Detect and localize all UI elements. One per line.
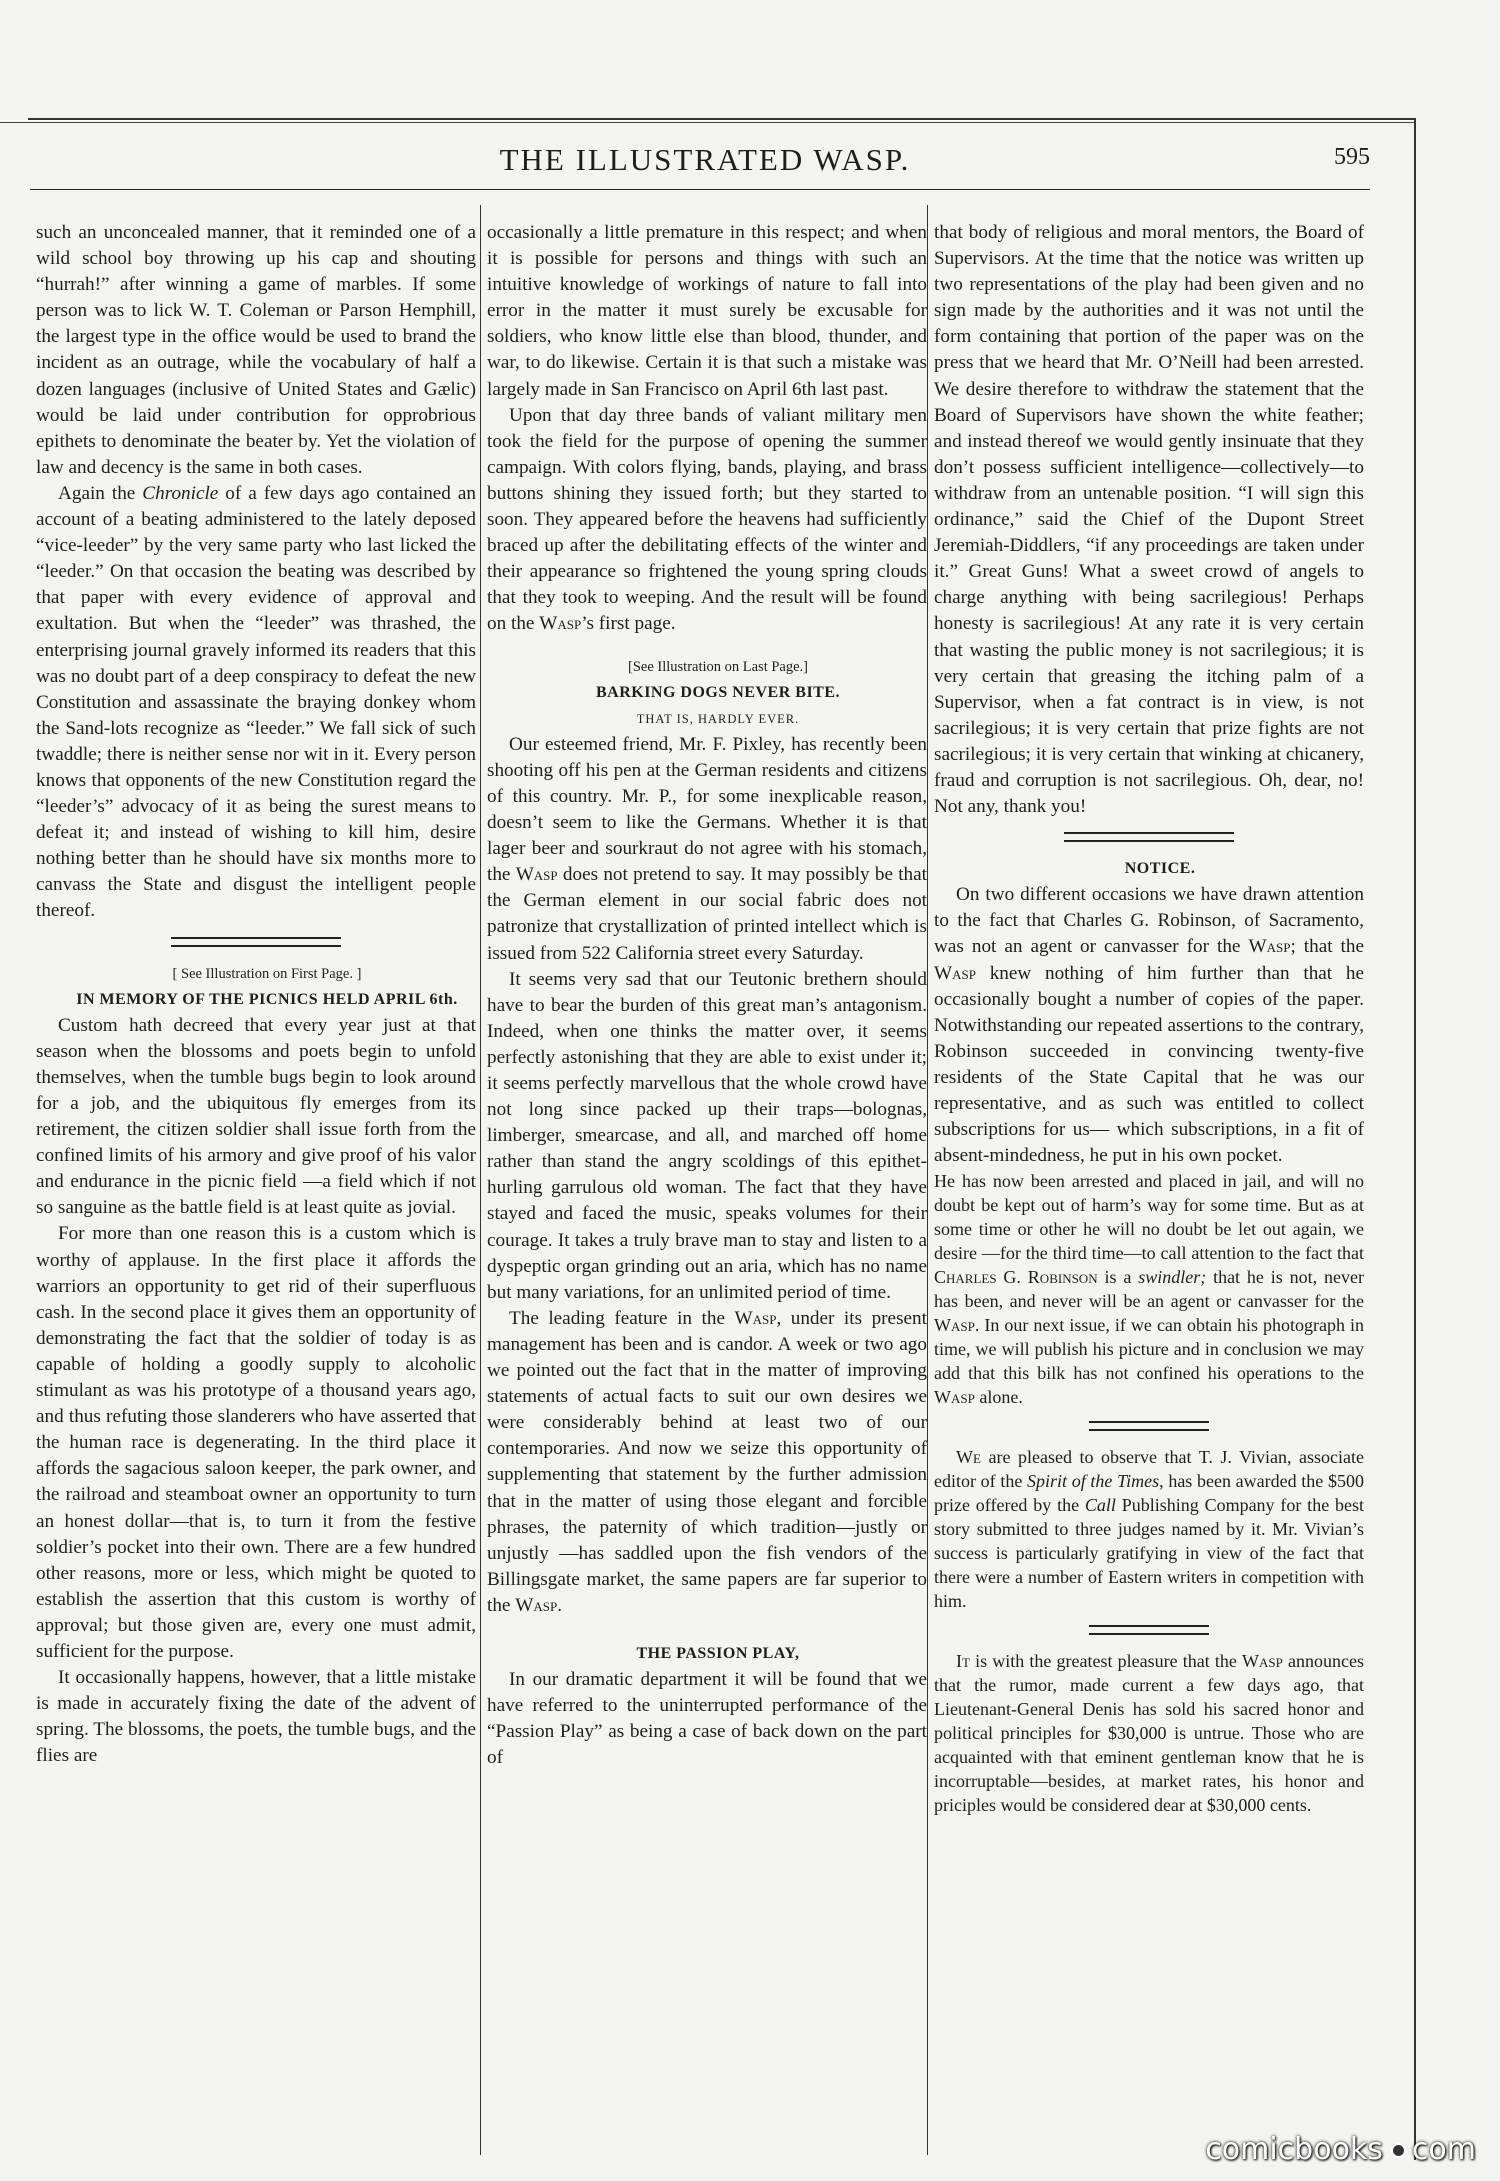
smallcaps-run: Wasp bbox=[934, 1387, 975, 1408]
text-run: He has now been arrested and placed in jail, and will no doubt be kept out of harm’s way for some time. But as at some time or other he will no doubt be let out again, we desire —for the third time—to call attention to the fact that bbox=[934, 1171, 1364, 1264]
smallcaps-run: We bbox=[956, 1447, 981, 1468]
paragraph: Custom hath decreed that every year just at that season when the blossoms and poets begin to unfold themselves, when the tumble bugs begin to look around for a job, and the ubiquitous fly emerges from its retirement, the citizen soldier shall issue forth from the confined limits of his armory and give proof of his valor and endurance in the picnic field —a field which if not so sanguine as the battle field is at least quite as jovial. bbox=[36, 1014, 476, 1219]
article-heading: THE PASSION PLAY, bbox=[636, 1644, 800, 1662]
section-divider bbox=[1089, 1625, 1209, 1635]
column-3 bbox=[934, 220, 1364, 2150]
italic-run: Spirit of the Times bbox=[1027, 1471, 1160, 1492]
column-2 bbox=[487, 220, 927, 2150]
text-run: Publishing Company for the best story submitted to three judges named by it. Mr. Vivian’s success is particularly gratifying in view of the fact that there were a number of Eastern writers in competition with him. bbox=[934, 1495, 1364, 1612]
smallcaps-run: Charles G. Robinson bbox=[934, 1267, 1098, 1288]
paragraph bbox=[36, 481, 476, 925]
smallcaps-run: Wasp bbox=[539, 613, 582, 635]
text-run: Upon that day three bands of valiant military men took the field for the purpose of opening the summer campaign. With colors flying, bands, playing, and brass buttons shining they issued forth; but they started to soon. They appeared before the heavens had sufficiently braced up after the debilitating effects of the winter and their appearance so frightened the young spring clouds that they took to weeping. And the result will be found on the bbox=[487, 404, 927, 635]
text-run: Our esteemed friend, Mr. F. Pixley, has recently been shooting off his pen at the German residents and citizens of this country. Mr. P., for some inexplicable reason, doesn’t seem to like the Germans. Whether it is that lager beer and sourkraut do not agree with his stomach, the bbox=[487, 733, 927, 886]
paragraph: For more than one reason this is a custom which is worthy of applause. In the first place it affords the warriors an opportunity to get rid of their superfluous cash. In the second place it gives them an opportunity of demonstrating the fact that the soldier of today is as capable of holding a goodly supply to alcoholic stimulant as was his prototype of a thousand years ago, and thus refuting those slanderers who have asserted that the human race is degenerating. In the third place it affords the sagacious saloon keeper, the park owner, and the railroad and steamboat owner an opportunity to turn an honest dollar—that is, to turn it from the festive soldier’s pocket into their own. There are a few hundred other reasons, more or less, which might be quoted to establish the assertion that this custom is worthy of approval; but those given are, every one must admit, sufficient for the purpose. bbox=[36, 1223, 476, 1662]
text-run: knew nothing of him further than that he occasionally bought a number of copies of the paper. Notwithstanding our repeated assertions to the contrary, Robinson succeeded in convincing twenty-five residents of the State Capital that he was our representative, and as such was entitled to collect subscriptions for us— which subscriptions, in a fit of absent-mindedness, he put in his own pocket. bbox=[934, 962, 1364, 1167]
paragraph: such an unconcealed manner, that it reminded one of a wild school boy throwing up his cap and shouting “hurrah!” after winning a game of marbles. If some person was to lick W. T. Coleman or Parson Hemphill, the largest type in the office would be used to brand the incident as an outrage, while the vocabulary of half a dozen languages (inclusive of United States and Gælic) would be laid under contribution for opprobrious epithets to denominate the beater by. Yet the violation of law and decency is the same in both cases. bbox=[36, 222, 476, 478]
illustration-note: [See Illustration on Last Page.] bbox=[628, 658, 808, 675]
paragraph: that body of religious and moral mentors, the Board of Supervisors. At the time that the notice was written up two representations of the play had been given and no sign made by the authorities and it was not until the form containing that portion of the paper was on the press that we heard that Mr. O’Neill had been arrested. We desire therefore to withdraw the statement that the Board of Supervisors have shown the white feather; and instead thereof we would gently insinuate that they don’t possess sufficient intelligence—collectively—to withdraw from an untenable position. “I will sign this ordinance,” said the Chief of the Dupont Street Jeremiah-Diddlers, “if any proceedings are taken under it.” Great Guns! What a sweet crowd of angels to charge anything with being sacrilegious! Perhaps honesty is sacrilegious! At any rate it is very certain that wasting the public money is not sacrilegious; it is very certain that greasing the itching palm of a Supervisor, when a fat contract is in view, is not sacrilegious; it is very certain that prize fights are not sacrilegious; it is very certain that winking at chicanery, fraud and corruption is not sacrilegious. Oh, dear, no! Not any, thank you! bbox=[934, 222, 1364, 818]
italic-run: swindler; bbox=[1138, 1267, 1207, 1288]
article-heading: BARKING DOGS NEVER BITE. bbox=[595, 683, 841, 701]
italic-run: Call bbox=[1084, 1495, 1116, 1516]
top-rule bbox=[0, 122, 1416, 123]
header-rule bbox=[30, 189, 1370, 190]
text-run: does not pretend to say. It may possibly be that the German element in our social fabric does not patronize that crystallization of printed intellect which is issued from 522 California street every Saturday. bbox=[487, 864, 927, 964]
paragraph: It seems very sad that our Teutonic brethern should have to bear the burden of this great man’s antagonism. Indeed, when one thinks the matter over, it seems perfectly astonishing that they are able to exist under it; it seems perfectly marvellous that the whole crowd have not long since packed up their traps—bolognas, limberger, smearcase, and all, and marched off home rather than stand the angry scoldings of this epithet-hurling garrulous old woman. The fact that they have stayed and faced the music, speaks volumes for their courage. It takes a truly brave man to stay and listen to a dyspeptic organ grinding out an aria, which has no name but many variations, for an unlimited period of time. bbox=[487, 968, 927, 1303]
masthead: THE ILLUSTRATED WASP. bbox=[499, 142, 911, 177]
smallcaps-run: Wasp bbox=[1248, 936, 1291, 958]
smallcaps-run: It bbox=[956, 1651, 970, 1672]
article-subheading: THAT IS, HARDLY EVER. bbox=[636, 711, 800, 726]
paragraph bbox=[934, 1649, 1364, 1817]
text-run: Again the bbox=[58, 482, 143, 504]
smallcaps-run: Wasp bbox=[934, 1315, 975, 1336]
smallcaps-run: Wasp bbox=[1242, 1651, 1283, 1672]
column-1 bbox=[36, 220, 476, 2150]
paragraph bbox=[934, 1169, 1364, 1409]
article-heading: IN MEMORY OF THE PICNICS HELD APRIL 6th. bbox=[76, 990, 458, 1008]
text-run: alone. bbox=[974, 1387, 1023, 1408]
text-run: ; that the bbox=[1290, 936, 1364, 958]
text-run: announces that the rumor, made current a few days ago, that Lieutenant-General Denis has sold his sacred honor and political principles for $30,000 is untrue. Those who are acquainted with that eminent gentleman know that he is incorruptable—besides, at market rates, his honor and priciples would be considered dear at $30,000 cents. bbox=[934, 1651, 1364, 1816]
text-run: is a bbox=[1097, 1267, 1139, 1288]
page-number: 595 bbox=[1334, 144, 1370, 170]
paragraph bbox=[487, 1306, 927, 1619]
site-watermark bbox=[1205, 2132, 1476, 2167]
watermark-text: com bbox=[1411, 2132, 1476, 2167]
text-run: are pleased to observe that T. J. Vivian, associate editor of the bbox=[934, 1447, 1364, 1492]
paragraph: In our dramatic department it will be found that we have referred to the uninterrupted performance of the “Passion Play” as being a case of back down on the part of bbox=[487, 1669, 927, 1769]
text-run: , under its present management has been and is candor. A week or two ago we pointed out the fact that in the matter of improving statements of actual facts to suit our own desires we were considerably behind at least two of our contemporaries. And now we seize this opportunity of supplementing that statement by the further admission that in the matter of using those elegant and forcible phrases, the paternity of which tradition—justly or unjustly —has saddled upon the fish vendors of the Billingsgate market, the same papers are far superior to the bbox=[487, 1307, 927, 1616]
paragraph bbox=[934, 1445, 1364, 1613]
text-run: ’s first page. bbox=[581, 613, 676, 635]
section-divider bbox=[1064, 832, 1234, 842]
illustration-note: [ See Illustration on First Page. ] bbox=[172, 965, 362, 982]
smallcaps-run: Wasp bbox=[934, 962, 976, 984]
text-run: of a few days ago contained an account of a beating administered to the lately deposed “vice-leeder” by the very same party who last licked the “leeder.” On that occasion the beating was described by that paper with every evidence of approval and exultation. But when the “leeder” was thrashed, the enterprising journal gravely informed its readers that this was no doubt part of a deep conspiracy to defeat the new Constitution and assassinate the braying donkey whom the Sand-lots recognize as “leeder.” We fall sick of such twaddle; there is neither sense nor wit in it. Every person knows that opponents of the new Constitution regard the “leeder’s” advocacy of it as being the surest means to defeat it; and instead of wishing to kill him, desire nothing better than he should have six months more to canvass the State and disgust the intelligent people thereof. bbox=[36, 482, 476, 922]
text-run: , has been awarded the $500 prize offered by the bbox=[934, 1471, 1364, 1516]
smallcaps-run: Wasp bbox=[515, 864, 558, 886]
section-divider bbox=[171, 937, 341, 947]
text-run: On two different occasions we have drawn attention to the fact that Charles G. Robinson, of Sacramento, was not an agent or canvasser for the bbox=[934, 884, 1364, 958]
paragraph: occasionally a little premature in this respect; and when it is possible for persons and things with such an intuitive knowledge of workings of nature to fall into error in the matter it must surely be excusable for soldiers, who know little else than blood, thunder, and war, to do likewise. Certain it is that such a mistake was largely made in San Francisco on April 6th last past. bbox=[487, 222, 927, 400]
column-rule-2 bbox=[927, 205, 928, 2155]
text-run: that he is not, never has been, and never will be an agent or canvasser for the bbox=[934, 1267, 1364, 1312]
paragraph bbox=[934, 882, 1364, 1169]
dot-icon bbox=[1391, 2143, 1406, 2158]
article-heading: NOTICE. bbox=[1124, 860, 1196, 878]
paragraph bbox=[487, 732, 927, 967]
text-run: is with the greatest pleasure that the bbox=[969, 1651, 1243, 1672]
smallcaps-run: Wasp bbox=[515, 1594, 558, 1616]
smallcaps-run: Wasp bbox=[734, 1307, 777, 1329]
page-header bbox=[40, 142, 1370, 182]
text-run: . In our next issue, if we can obtain his photograph in time, we will publish his picture and in conclusion we may add that this bilk has not confined his operations to the bbox=[934, 1315, 1364, 1384]
column-rule-1 bbox=[480, 205, 481, 2155]
paragraph bbox=[487, 403, 927, 638]
watermark-text: comicbooks bbox=[1205, 2132, 1383, 2167]
text-run: . bbox=[557, 1594, 563, 1616]
text-run: The leading feature in the bbox=[509, 1307, 735, 1329]
section-divider bbox=[1089, 1421, 1209, 1431]
paragraph: It occasionally happens, however, that a little mistake is made in accurately fixing the date of the advent of spring. The blossoms, the poets, the tumble bugs, and the flies are bbox=[36, 1667, 476, 1767]
italic-run: Chronicle bbox=[142, 482, 219, 504]
